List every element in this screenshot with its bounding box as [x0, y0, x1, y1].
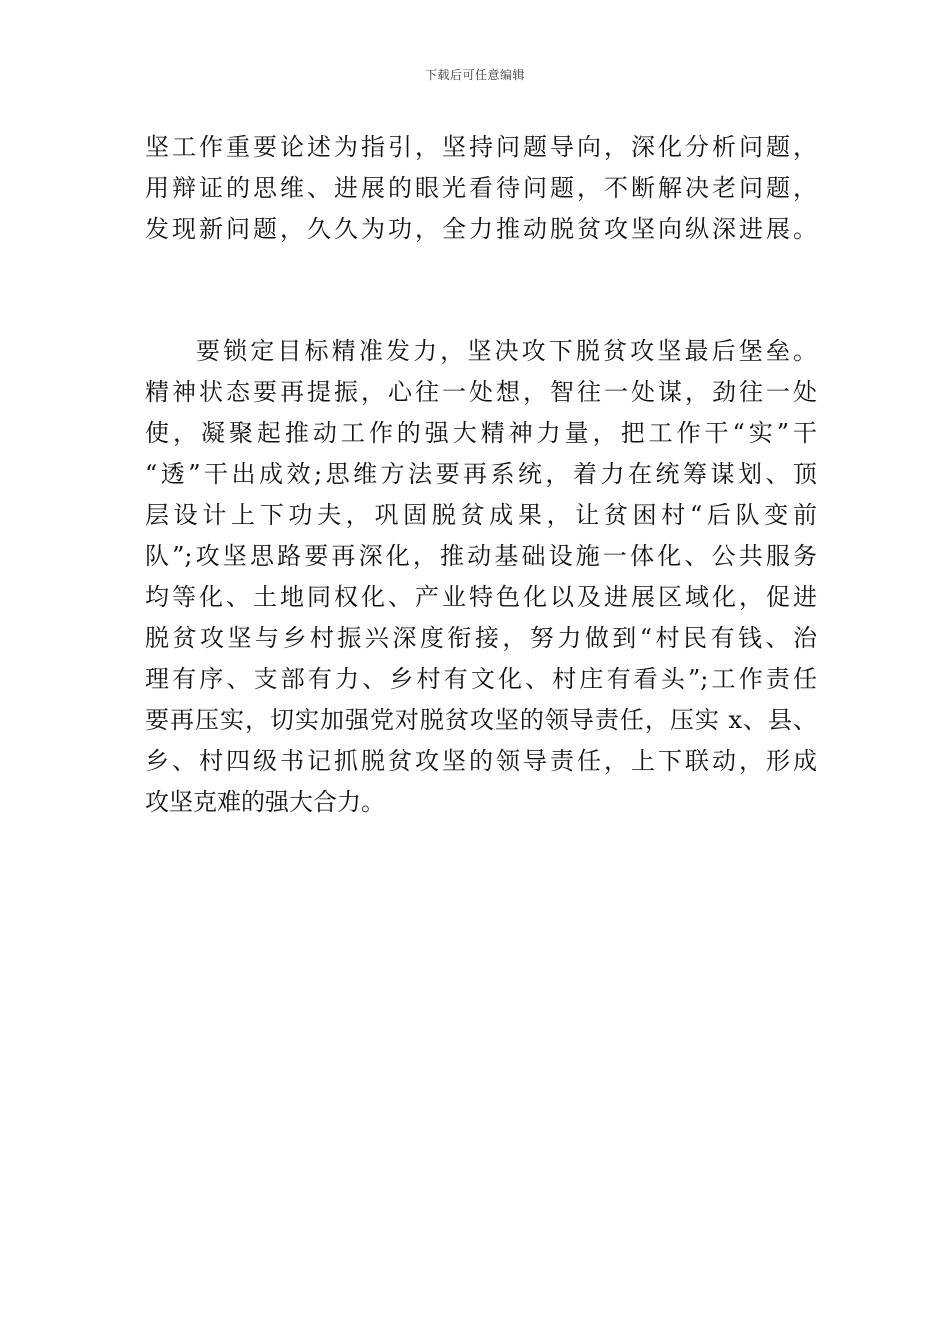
- paragraph-line: 理有序、支部有力、乡村有文化、村庄有看头”;工作责任: [145, 665, 817, 693]
- paragraph-line: 坚工作重要论述为指引，坚持问题导向，深化分析问题，: [145, 133, 817, 161]
- paragraph-line: 队”;攻坚思路要再深化，推动基础设施一体化、公共服务: [145, 542, 817, 570]
- paragraph-line: 发现新问题，久久为功，全力推动脱贫攻坚向纵深进展。: [145, 215, 817, 243]
- paragraph-line: 用辩证的思维、进展的眼光看待问题，不断解决老问题，: [145, 174, 817, 202]
- paragraph-1: [145, 127, 817, 250]
- paragraph-line: 乡、村四级书记抓脱贫攻坚的领导责任，上下联动，形成: [145, 747, 817, 775]
- paragraph-line: 精神状态要再提振，心往一处想，智往一处谋，劲往一处: [145, 378, 817, 406]
- paragraph-line: 均等化、土地同权化、产业特色化以及进展区域化，促进: [145, 583, 817, 611]
- paragraph-line: 要锁定目标精准发力，坚决攻下脱贫攻坚最后堡垒。: [196, 337, 817, 365]
- paragraph-line: 脱贫攻坚与乡村振兴深度衔接，努力做到“村民有钱、治: [145, 624, 817, 652]
- paragraph-line: 使，凝聚起推动工作的强大精神力量，把工作干“实”干: [145, 419, 817, 447]
- paragraph-line: 层设计上下功夫，巩固脱贫成果，让贫困村“后队变前: [145, 501, 817, 529]
- paragraph-line: “透”干出成效;思维方法要再系统，着力在统筹谋划、顶: [145, 460, 817, 488]
- header-note: 下载后可任意编辑: [424, 68, 525, 82]
- paragraph-line: 要再压实，切实加强党对脱贫攻坚的领导责任，压实 x、县、: [145, 706, 817, 734]
- paragraph-2: [145, 331, 817, 823]
- paragraph-line: 攻坚克难的强大合力。: [145, 788, 385, 816]
